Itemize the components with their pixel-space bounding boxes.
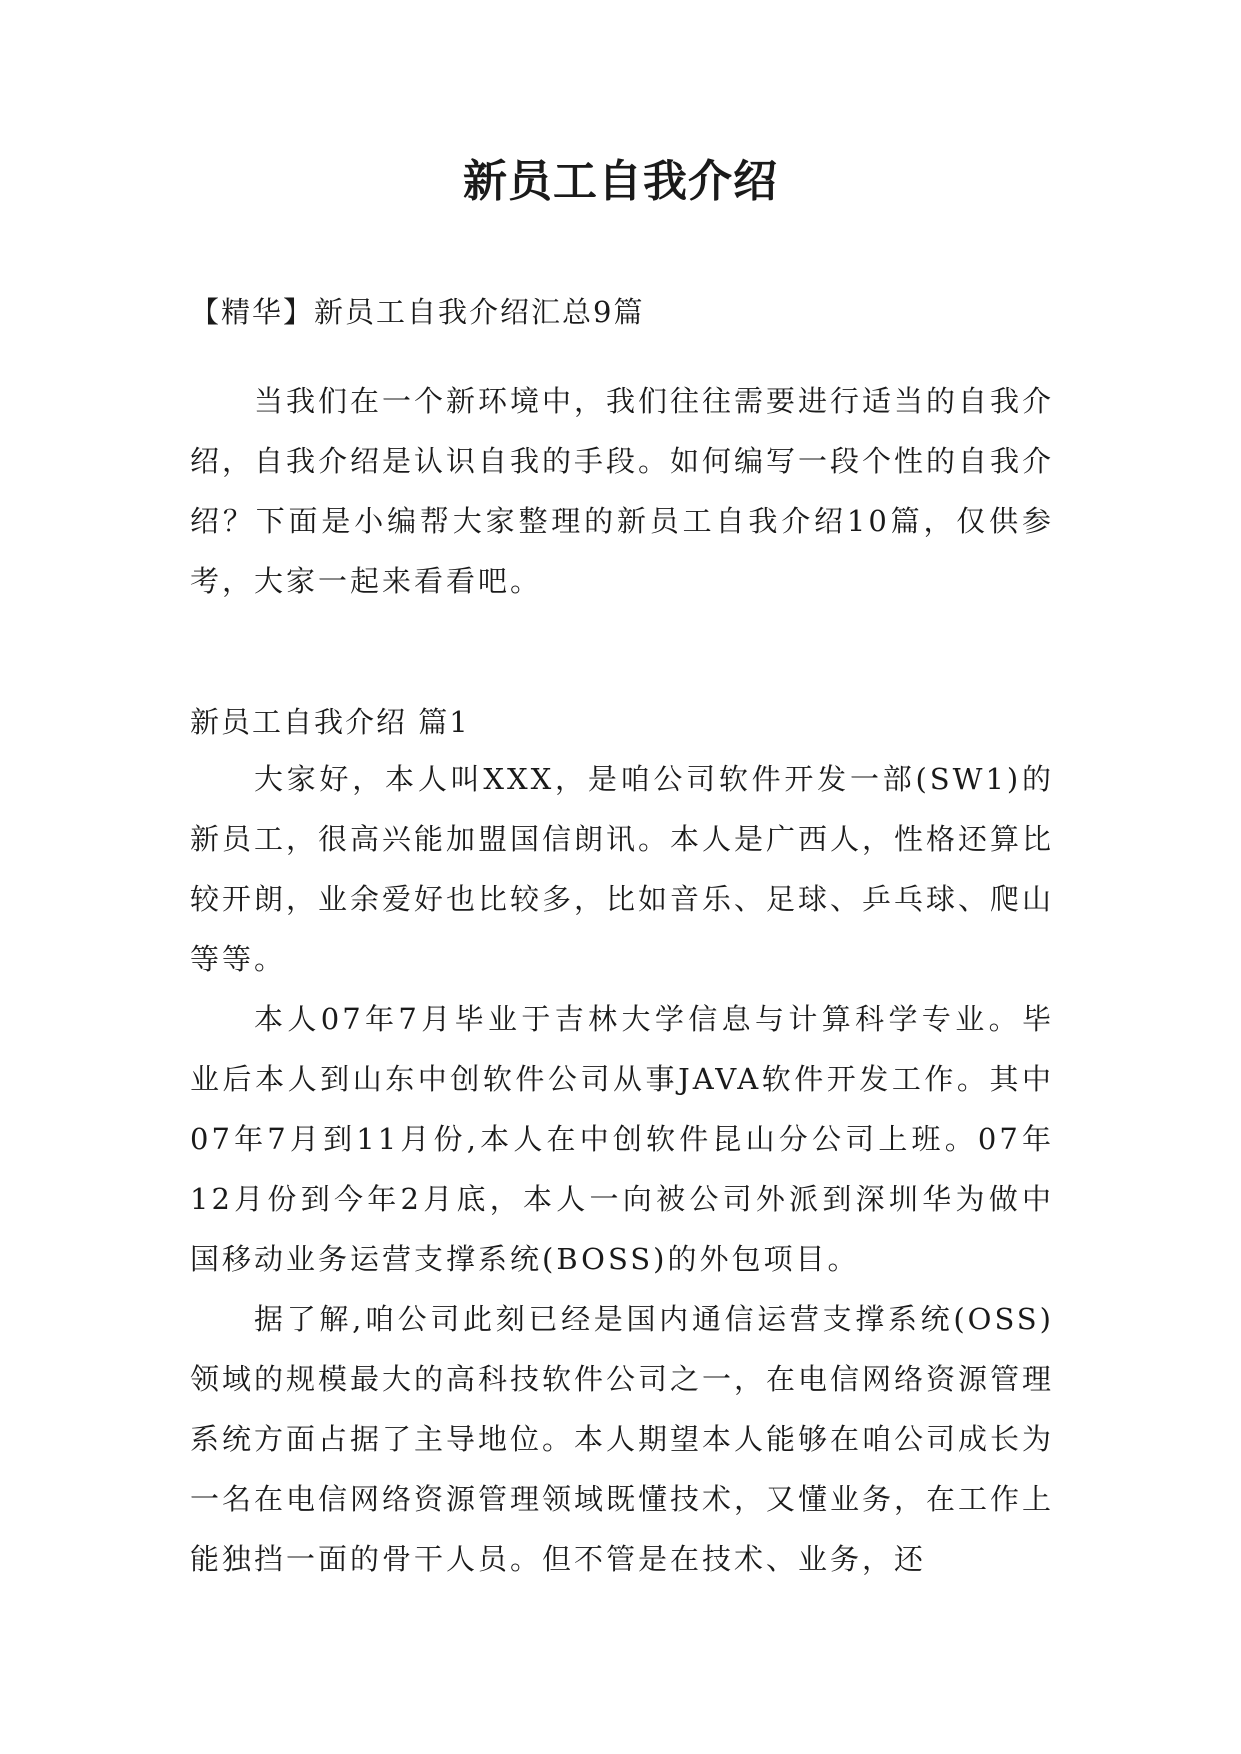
section-heading: 新员工自我介绍 篇1 [190, 705, 470, 739]
document-subtitle: 【精华】新员工自我介绍汇总9篇 [190, 295, 645, 329]
document-title: 新员工自我介绍 [463, 156, 778, 207]
body-paragraph-2: 本人07年7月毕业于吉林大学信息与计算科学专业。毕业后本人到山东中创软件公司从事JAVA软件开发工作。其中07年7月到11月份,本人在中创软件昆山分公司上班。07年12月份到今年2月底，本人一向被公司外派到深圳华为做中国移动业务运营支撑系统(BOSS)的外包项目。 [190, 1002, 1054, 1276]
body-paragraph-1: 大家好，本人叫XXX，是咱公司软件开发一部(SW1)的新员工，很高兴能加盟国信朗讯。本人是广西人，性格还算比较开朗，业余爱好也比较多，比如音乐、足球、乒乓球、爬山等等。 [190, 762, 1055, 976]
body-paragraph-3: 据了解,咱公司此刻已经是国内通信运营支撑系统(OSS)领域的规模最大的高科技软件公司之一，在电信网络资源管理系统方面占据了主导地位。本人期望本人能够在咱公司成长为一名在电信网络资源管理领域既懂技术，又懂业务，在工作上能独挡一面的骨干人员。但不管是在技术、业务，还 [190, 1302, 1055, 1576]
intro-paragraph: 当我们在一个新环境中，我们往往需要进行适当的自我介绍，自我介绍是认识自我的手段。如何编写一段个性的自我介绍？下面是小编帮大家整理的新员工自我介绍10篇，仅供参考，大家一起来看看吧。 [190, 384, 1055, 598]
